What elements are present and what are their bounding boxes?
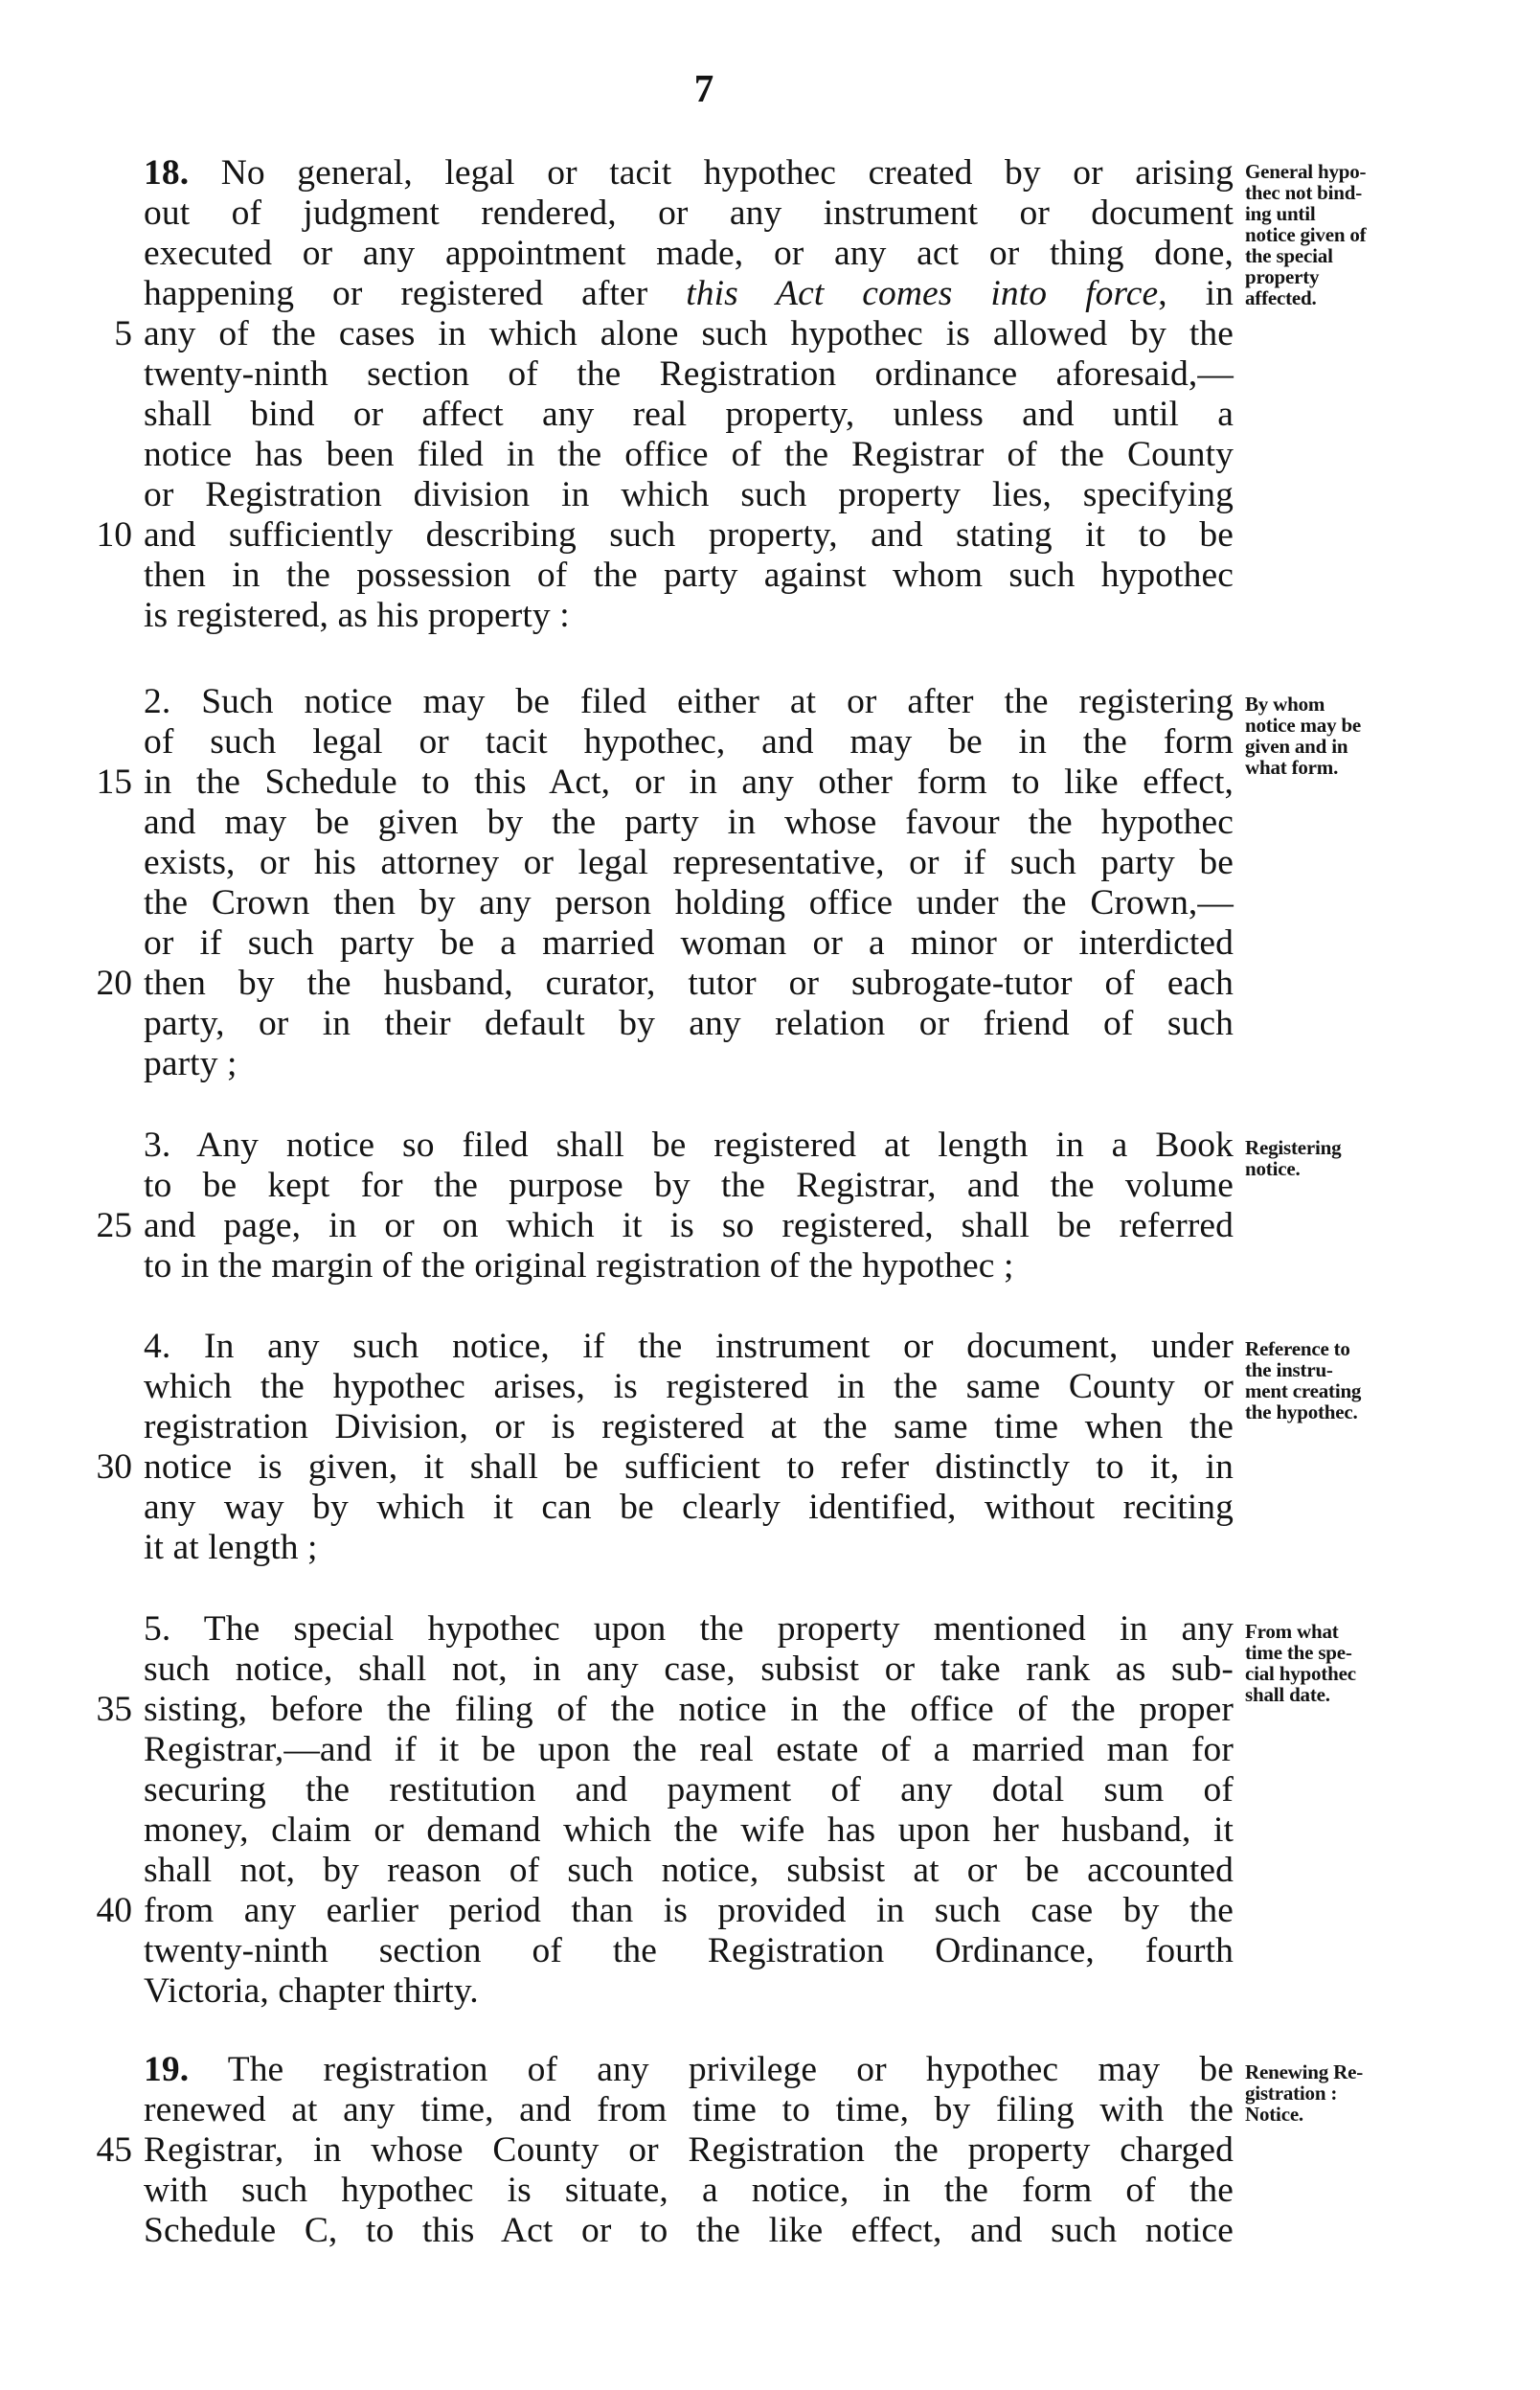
text-line: it at length ;	[144, 1528, 318, 1567]
text-line: Registrar,—and if it be upon the real estate of a married man for	[144, 1730, 1234, 1769]
text-line: renewed at any time, and from time to time, by filing with the	[144, 2090, 1234, 2129]
text-line: such notice, shall not, in any case, subsist or take rank as sub-	[144, 1650, 1234, 1689]
text-line: happening or registered after this Act comes into force, in	[144, 274, 1234, 313]
text-line: sisting, before the filing of the notice in the office of the proper	[144, 1690, 1234, 1729]
text-line: out of judgment rendered, or any instrument or document	[144, 193, 1234, 233]
margin-note: General hypo- thec not bind- ing until notice given of the special property affected.	[1245, 160, 1367, 309]
text-line: of such legal or tacit hypothec, and may be in the form	[144, 722, 1234, 762]
section-number: 19.	[144, 2050, 190, 2089]
text-line: shall not, by reason of such notice, subsist at or be accounted	[144, 1851, 1234, 1890]
text-line: executed or any appointment made, or any act or thing done,	[144, 234, 1234, 273]
line-number: 15	[96, 763, 132, 802]
line-number: 30	[96, 1447, 132, 1487]
text-line: Victoria, chapter thirty.	[144, 1971, 479, 2011]
text-line: Schedule C, to this Act or to the like effect, and such notice	[144, 2211, 1234, 2250]
text-line: then in the possession of the party against whom such hypothec	[144, 556, 1234, 595]
text-line: registration Division, or is registered at the same time when the	[144, 1407, 1234, 1446]
text-line: twenty-ninth section of the Registration ordinance aforesaid,—	[144, 354, 1234, 394]
text-line: the Crown then by any person holding office under the Crown,—	[144, 883, 1234, 922]
text-line: any way by which it can be clearly identified, without reciting	[144, 1488, 1234, 1527]
text-line: exists, or his attorney or legal representative, or if such party be	[144, 843, 1234, 882]
text-line: 4. In any such notice, if the instrument or document, under	[144, 1327, 1234, 1366]
text-line: and sufficiently describing such property, and stating it to be	[144, 515, 1234, 555]
line-number: 40	[96, 1891, 132, 1930]
text-line: 2. Such notice may be filed either at or after the registering	[144, 682, 1234, 721]
text-line: notice is given, it shall be sufficient to refer distinctly to it, in	[144, 1447, 1234, 1487]
text-line: which the hypothec arises, is registered in the same County or	[144, 1367, 1234, 1406]
text-line: 19. The registration of any privilege or hypothec may be	[144, 2050, 1234, 2089]
line-number: 10	[96, 515, 132, 555]
text-line: notice has been filed in the office of the Registrar of the County	[144, 435, 1234, 474]
page-number: 7	[693, 66, 714, 110]
text-line: or if such party be a married woman or a minor or interdicted	[144, 923, 1234, 963]
text-line: to be kept for the purpose by the Registrar, and the volume	[144, 1166, 1234, 1205]
section-number: 18.	[144, 153, 190, 193]
text-line: is registered, as his property :	[144, 596, 570, 635]
margin-note: Renewing Re- gistration : Notice.	[1245, 2060, 1363, 2126]
line-number: 45	[96, 2130, 132, 2170]
text-line: with such hypothec is situate, a notice, in the form of the	[144, 2171, 1234, 2210]
text-line: and may be given by the party in whose favour the hypothec	[144, 803, 1234, 842]
text-line: 5. The special hypothec upon the property mentioned in any	[144, 1609, 1234, 1649]
text-line: any of the cases in which alone such hypothec is allowed by the	[144, 314, 1234, 353]
text-line: party ;	[144, 1044, 238, 1083]
text-line: Registrar, in whose County or Registration the property charged	[144, 2130, 1234, 2170]
line-number: 35	[96, 1690, 132, 1729]
margin-note: From what time the spe- cial hypothec shall date.	[1245, 1620, 1356, 1706]
text-line: then by the husband, curator, tutor or subrogate-tutor of each	[144, 964, 1234, 1003]
text-line: money, claim or demand which the wife has upon her husband, it	[144, 1810, 1234, 1850]
text-line: party, or in their default by any relation or friend of such	[144, 1004, 1234, 1043]
text-line: and page, in or on which it is so registered, shall be referred	[144, 1206, 1234, 1245]
text-line: securing the restitution and payment of any dotal sum of	[144, 1770, 1234, 1810]
text-line: 18. No general, legal or tacit hypothec created by or arising	[144, 153, 1234, 193]
margin-note: Reference to the instru- ment creating the hypothec.	[1245, 1337, 1362, 1423]
margin-note: Registering notice.	[1245, 1136, 1342, 1180]
text-line: or Registration division in which such property lies, specifying	[144, 475, 1234, 514]
line-number: 25	[96, 1206, 132, 1245]
text-line: 3. Any notice so filed shall be registered at length in a Book	[144, 1126, 1234, 1165]
text-line: shall bind or affect any real property, unless and until a	[144, 395, 1234, 434]
line-number: 5	[114, 314, 132, 353]
text-line: from any earlier period than is provided in such case by the	[144, 1891, 1234, 1930]
margin-note: By whom notice may be given and in what form.	[1245, 693, 1362, 779]
text-line: in the Schedule to this Act, or in any other form to like effect,	[144, 763, 1234, 802]
text-line: twenty-ninth section of the Registration Ordinance, fourth	[144, 1931, 1234, 1970]
line-number: 20	[96, 964, 132, 1003]
text-line: to in the margin of the original registration of the hypothec ;	[144, 1246, 1014, 1286]
